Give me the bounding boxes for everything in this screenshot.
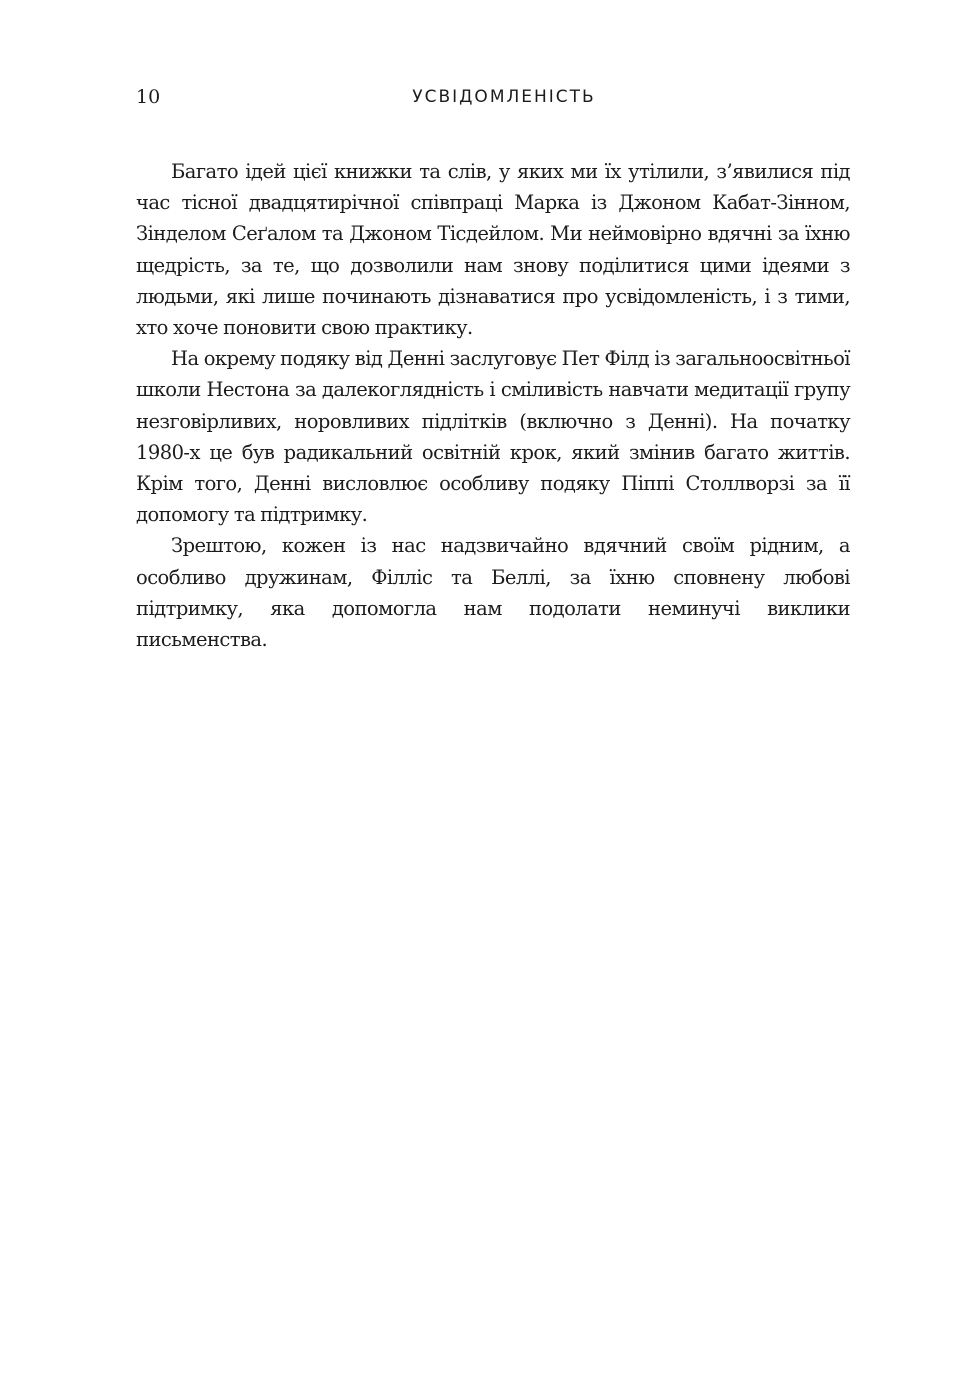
paragraph-acknowledgements-teacher: На окрему подяку від Денні заслуговує Пет Філд із загальноосвітньої школи Нестона за далекоглядність і сміливість навчати медитації групу незговірливих, норовливих підлітків (включно з Денні). На початку 1980-х це був радикальний освітній крок, який змінив багато життів. Крім того, Денні висловлює особливу подяку Піппі Столлворзі за її допомогу та підтримку. — [136, 347, 850, 527]
running-title: УСВІДОМЛЕНІСТЬ — [412, 87, 596, 107]
paragraph-acknowledgements-family: Зрештою, кожен із нас надзвичайно вдячний своїм рідним, а особливо дружинам, Філліс та Беллі, за їхню сповнену любові підтримку, яка допомогла нам подолати неминучі виклики письменства. — [136, 534, 850, 652]
page-number: 10 — [136, 86, 161, 108]
running-head — [136, 84, 850, 110]
body-text — [136, 156, 850, 655]
paragraph-acknowledgements-collaboration: Багато ідей цієї книжки та слів, у яких ми їх утілили, з’явилися під час тісної двадцятирічної співпраці Марка із Джоном Кабат-Зінном, Зінделом Сеґалом та Джоном Тісдейлом. Ми неймовірно вдячні за їхню щедрість, за те, що дозволили нам знову поділитися цими ідеями з людьми, які лише починають дізнаватися про усвідомленість, і з тими, хто хоче поновити свою практику. — [136, 160, 850, 340]
